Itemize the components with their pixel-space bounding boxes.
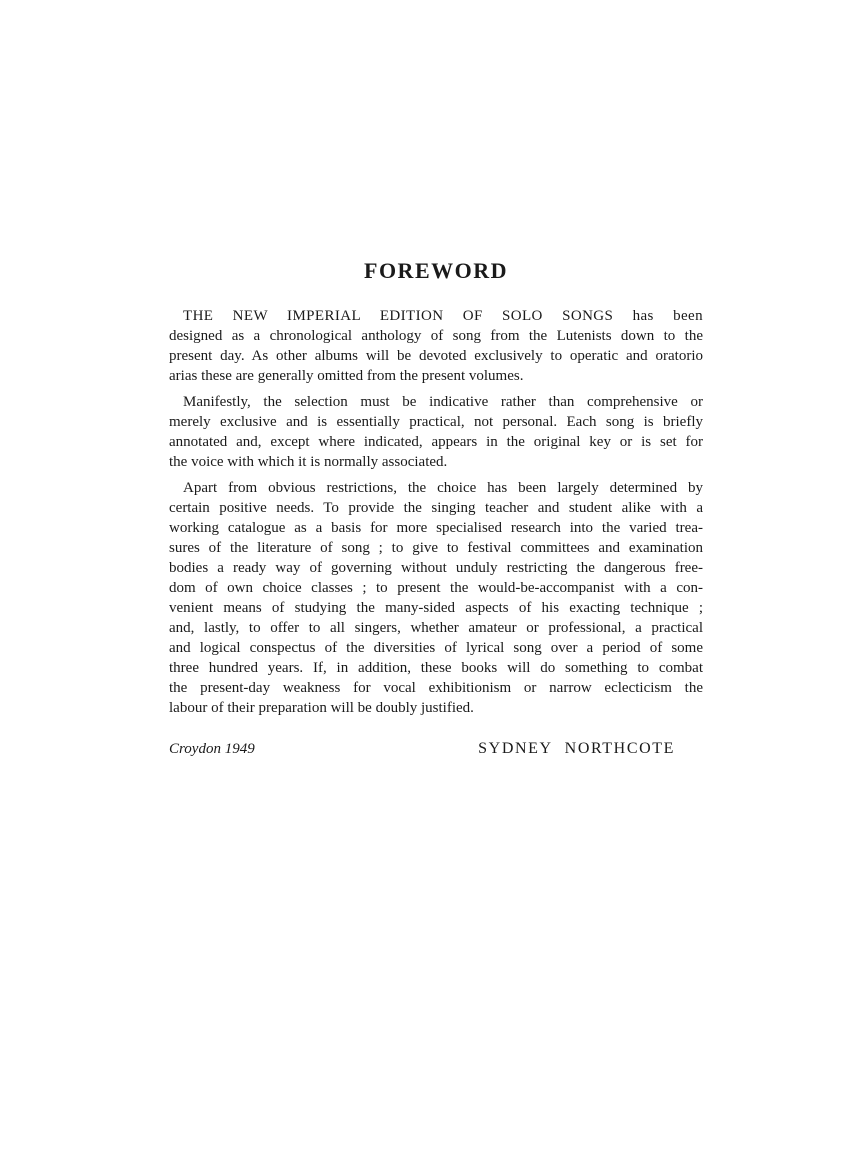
paragraphs — [169, 306, 703, 718]
paragraph — [169, 306, 703, 386]
text-line: venient means of studying the many-sided aspects of his exacting technique ; — [169, 600, 703, 616]
paragraph — [169, 478, 703, 718]
text-block — [169, 258, 703, 758]
text-line: arias these are generally omitted from the present volumes. — [169, 368, 524, 384]
text-line: dom of own choice classes ; to present the would-be-accompanist with a con- — [169, 580, 703, 596]
text-line: and logical conspectus of the diversities of lyrical song over a period of some — [169, 640, 703, 656]
text-line: annotated and, except where indicated, appears in the original key or is set for — [169, 434, 703, 450]
text-line: Manifestly, the selection must be indicative rather than comprehensive or — [183, 394, 703, 410]
text-line: the present-day weakness for vocal exhibitionism or narrow eclecticism the — [169, 680, 703, 696]
place-date: Croydon 1949 — [169, 741, 255, 757]
text-line: working catalogue as a basis for more specialised research into the varied trea- — [169, 520, 703, 536]
author-signature: SYDNEY NORTHCOTE — [478, 740, 675, 757]
text-line: certain positive needs. To provide the singing teacher and student alike with a — [169, 500, 703, 516]
text-line: three hundred years. If, in addition, these books will do something to combat — [169, 660, 703, 676]
text-line: the voice with which it is normally associated. — [169, 454, 448, 470]
text-line: labour of their preparation will be doubly justified. — [169, 700, 474, 716]
text-line: and, lastly, to offer to all singers, whether amateur or professional, a practical — [169, 620, 703, 636]
text-line: bodies a ready way of governing without unduly restricting the dangerous free- — [169, 560, 703, 576]
text-line: Apart from obvious restrictions, the choice has been largely determined by — [183, 480, 703, 496]
page-title: FOREWORD — [364, 258, 508, 283]
text-line: designed as a chronological anthology of song from the Lutenists down to the — [169, 328, 703, 344]
text-line: present day. As other albums will be devoted exclusively to operatic and oratorio — [169, 348, 703, 364]
text-line: sures of the literature of song ; to give to festival committees and examination — [169, 540, 703, 556]
text-line: merely exclusive and is essentially practical, not personal. Each song is briefly — [169, 414, 703, 430]
paragraph — [169, 392, 703, 472]
text-line: THE NEW IMPERIAL EDITION OF SOLO SONGS has been — [183, 308, 703, 324]
signature-line — [169, 740, 703, 758]
